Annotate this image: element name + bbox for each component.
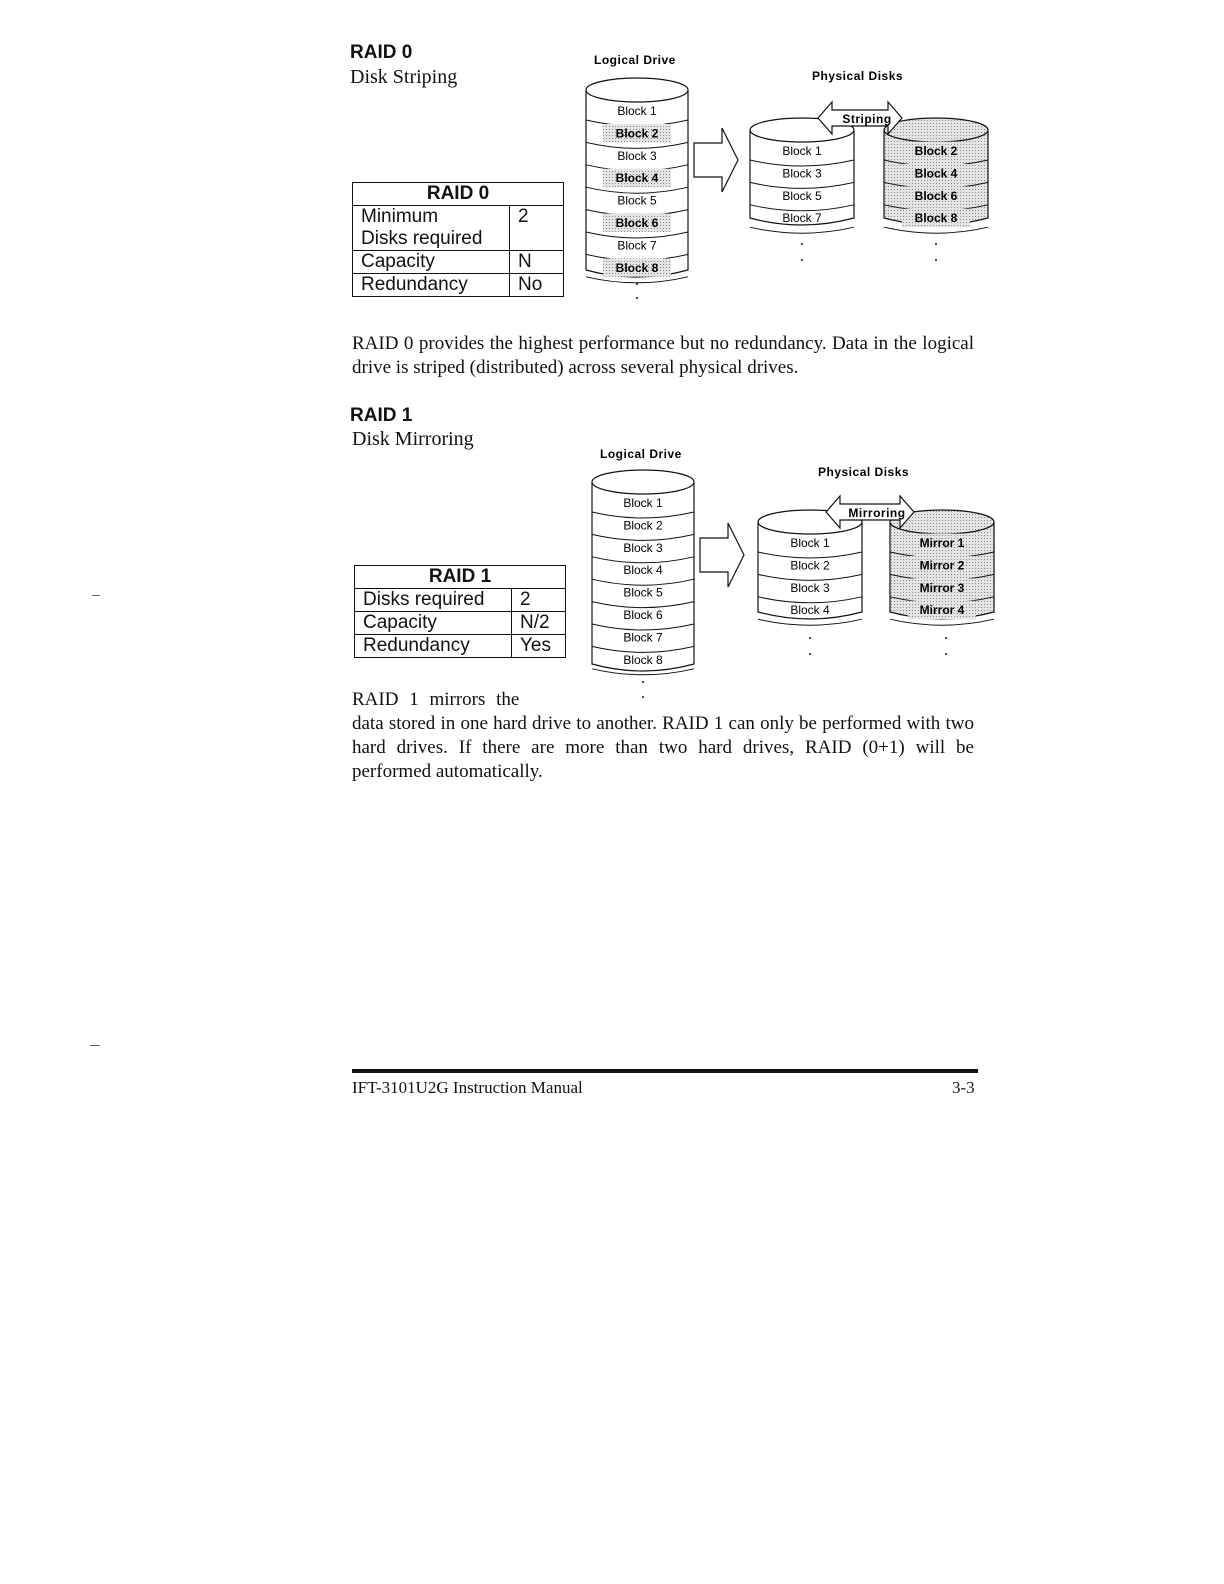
raid0-redundancy-value: No (510, 274, 564, 297)
raid1-logical-label: Logical Drive (600, 447, 682, 461)
raid1-logical-block-4: Block 4 (623, 563, 663, 578)
raid1-mirroring-label: Mirroring (848, 506, 906, 520)
raid0-min-label-line2: Disks required (361, 228, 483, 249)
raid1-logical-block-6: Block 6 (623, 608, 663, 622)
raid0-min-label (353, 206, 510, 251)
table-row (353, 183, 564, 206)
block-divider (884, 227, 988, 233)
footer-page-number: 3-3 (952, 1078, 975, 1097)
scan-mark (90, 1045, 100, 1046)
block-divider (750, 227, 854, 233)
raid0-physical-label: Physical Disks (812, 69, 904, 83)
raid1-logical-block-3: Block 3 (623, 540, 663, 555)
raid1-subtitle: Disk Mirroring (352, 428, 474, 450)
raid0-logical-block-4: Block 4 (615, 171, 659, 186)
table-row (355, 635, 566, 658)
raid1-redundancy-value: Yes (512, 635, 566, 658)
raid0-disk-2 (884, 118, 988, 233)
raid1-logical-block-2: Block 2 (623, 518, 663, 533)
raid1-logical-block-8: Block 8 (623, 652, 663, 667)
raid0-logical-block-6: Block 6 (615, 216, 659, 230)
raid0-flow-arrow (694, 128, 738, 192)
raid0-diagram (570, 48, 1010, 308)
raid1-title: RAID 1 (350, 405, 413, 426)
raid1-disk1-block-2: Block 2 (790, 558, 830, 573)
table-row (355, 589, 566, 612)
raid1-disk-2 (890, 510, 994, 625)
raid0-logical-block-3: Block 3 (617, 148, 657, 163)
raid1-physical-label: Physical Disks (818, 465, 910, 479)
raid1-disk2-block-2: Mirror 2 (919, 558, 965, 573)
raid1-table-header: RAID 1 (355, 566, 566, 589)
raid0-min-label-line1: Minimum (361, 206, 439, 227)
raid0-redundancy-label: Redundancy (353, 274, 510, 297)
raid0-logical-block-5: Block 5 (617, 193, 657, 208)
raid0-logical-block-7: Block 7 (617, 238, 657, 253)
raid0-disk1-block-1: Block 1 (782, 144, 822, 158)
raid1-disk2-block-1: Mirror 1 (919, 536, 965, 550)
raid0-disk2-block-1: Block 2 (914, 144, 958, 158)
footer-manual-title: IFT-3101U2G Instruction Manual (352, 1078, 583, 1097)
raid0-striping-arrow (818, 102, 902, 134)
raid1-redundancy-label: Redundancy (355, 635, 512, 658)
raid1-flow-arrow (700, 523, 744, 587)
raid0-capacity-label: Capacity (353, 251, 510, 274)
footer-rule (352, 1069, 978, 1073)
table-row (355, 612, 566, 635)
table-row (353, 206, 564, 251)
raid1-diagram (576, 442, 1016, 704)
raid0-title: RAID 0 (350, 42, 413, 63)
raid1-disk1-block-4: Block 4 (790, 603, 830, 618)
raid0-disk-1 (750, 118, 854, 233)
raid1-disk-1 (758, 510, 862, 625)
raid0-subtitle: Disk Striping (350, 66, 458, 88)
raid1-logical-block-7: Block 7 (623, 630, 663, 645)
table-row (355, 566, 566, 589)
raid0-table-header: RAID 0 (353, 183, 564, 206)
raid0-disk2-block-3: Block 6 (914, 188, 958, 203)
raid1-logical-drive (592, 470, 694, 675)
raid1-disks-value: 2 (512, 589, 566, 612)
raid1-disk1-block-1: Block 1 (790, 536, 830, 550)
raid1-disk2-block-4: Mirror 4 (919, 603, 965, 618)
raid0-logical-block-1: Block 1 (617, 104, 657, 118)
raid0-logical-label: Logical Drive (594, 53, 676, 67)
raid1-capacity-label: Capacity (355, 612, 512, 635)
raid0-disk2-block-4: Block 8 (914, 211, 958, 226)
block-divider (890, 619, 994, 625)
raid1-spec-table (354, 565, 566, 658)
raid1-logical-block-5: Block 5 (623, 585, 663, 600)
block-divider (758, 619, 862, 625)
raid0-disk1-block-3: Block 5 (782, 188, 822, 203)
raid1-disk2-block-3: Mirror 3 (919, 580, 965, 595)
raid0-capacity-value: N (510, 251, 564, 274)
raid1-disk1-block-3: Block 3 (790, 580, 830, 595)
raid1-capacity-value: N/2 (512, 612, 566, 635)
raid1-description-line1: RAID 1 mirrors the (352, 689, 520, 710)
raid1-mirroring-arrow (826, 496, 914, 528)
scan-mark (92, 595, 100, 596)
raid0-min-value: 2 (510, 206, 564, 251)
raid0-spec-table (352, 182, 564, 297)
raid0-disk1-block-2: Block 3 (782, 166, 822, 181)
raid0-logical-block-8: Block 8 (615, 260, 659, 275)
raid0-disk1-block-4: Block 7 (782, 211, 822, 226)
raid0-logical-drive (586, 78, 688, 283)
raid0-striping-label: Striping (842, 112, 892, 126)
raid0-disk2-block-2: Block 4 (914, 166, 958, 181)
block-divider (586, 277, 688, 283)
raid1-description: data stored in one hard drive to another. RAID 1 can only be performed with two hard drives. If there are more than two hard drives, RAID (0+1) will be performed automatically. (352, 713, 974, 782)
table-row (353, 251, 564, 274)
raid1-logical-block-1: Block 1 (623, 496, 663, 510)
table-row (353, 274, 564, 297)
raid0-logical-block-2: Block 2 (615, 126, 659, 141)
raid1-disks-label: Disks required (355, 589, 512, 612)
raid0-description: RAID 0 provides the highest performance but no redundancy. Data in the logical drive is striped (distributed) across several physical drives. (352, 333, 974, 378)
